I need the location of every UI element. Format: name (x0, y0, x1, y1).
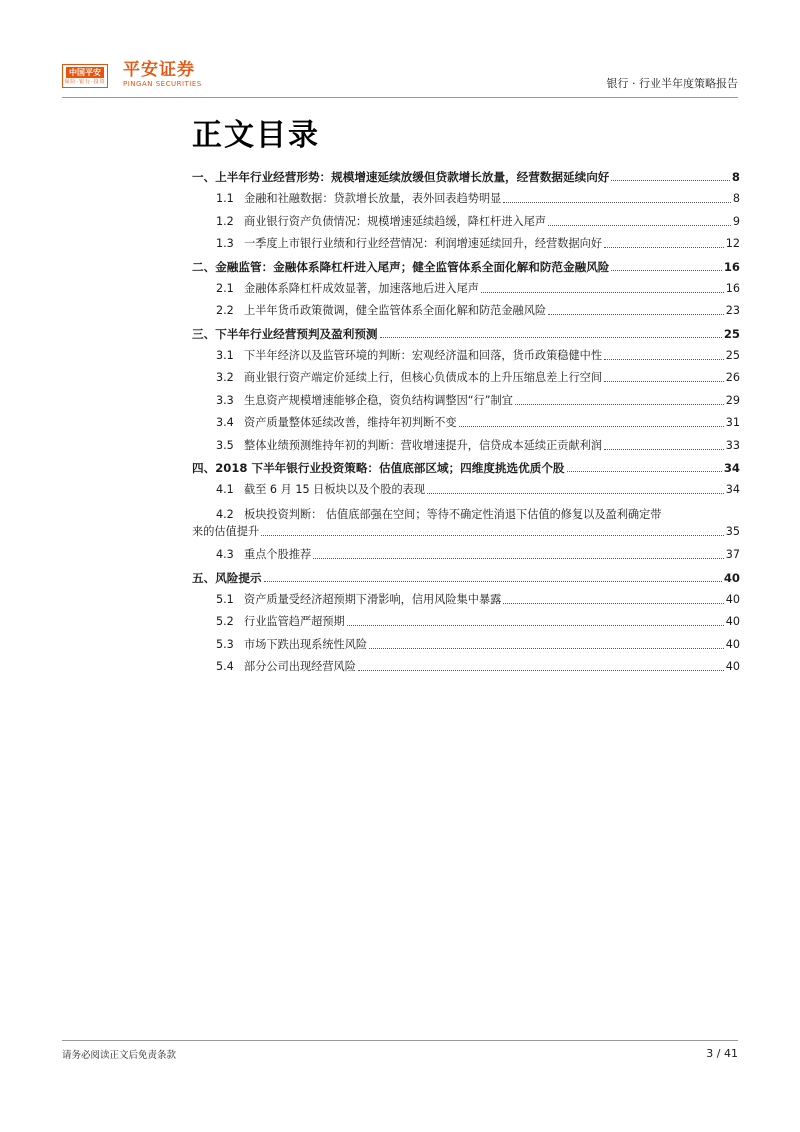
toc-section-3[interactable] (192, 327, 740, 341)
toc-leader (427, 493, 724, 494)
toc-subsection-1-2[interactable] (192, 215, 740, 229)
toc-entry-text: 部分公司出现经营风险 (244, 660, 356, 673)
toc-subsection-1-1[interactable] (192, 192, 740, 206)
toc-page: 16 (725, 281, 740, 295)
toc-leader (604, 247, 724, 248)
toc-number: 5.4 (216, 660, 234, 673)
toc-number: 5.2 (216, 615, 234, 628)
toc-subsection-3-3[interactable] (192, 394, 740, 408)
toc-page: 25 (723, 326, 740, 341)
toc-page: 16 (723, 259, 740, 274)
toc-entry-text: 市场下跌出现系统性风险 (244, 637, 368, 651)
toc-entry-text: 资产质量受经济超预期下滑影响，信用风险集中暴露 (244, 592, 502, 606)
toc-subsection-5-4[interactable] (192, 660, 740, 674)
brand-name (123, 60, 202, 89)
toc-section-1[interactable] (192, 170, 740, 184)
toc-page: 23 (725, 304, 740, 317)
toc-entry-text: 二、金融监管：金融体系降杠杆进入尾声；健全监管体系全面化解和防范金融风险 (192, 259, 610, 274)
toc-number: 5.1 (216, 592, 234, 606)
toc-leader (369, 648, 724, 649)
brand-name-en: PINGAN SECURITIES (123, 80, 202, 88)
toc-leader (261, 535, 724, 536)
brand-name-cn: 平安证券 (123, 60, 195, 80)
toc-number: 3.4 (216, 416, 234, 429)
toc-page: 25 (725, 348, 740, 362)
toc-page: 12 (725, 237, 740, 250)
toc-entry-text: 三、下半年行业经营预判及盈利预测 (192, 326, 378, 341)
toc-entry-text: 商业银行资产端定价延续上行，但核心负债成本的上升压缩息差上行空间 (244, 371, 603, 384)
toc-page: 40 (723, 570, 740, 585)
toc-subsection-5-2[interactable] (192, 615, 740, 629)
toc-page: 37 (725, 548, 740, 561)
toc-subsection-3-2[interactable] (192, 371, 740, 385)
toc-number: 3.2 (216, 371, 234, 384)
toc-number: 2.1 (216, 281, 234, 295)
toc-leader (358, 670, 724, 671)
toc-page: 26 (725, 371, 740, 384)
toc-number: 3.3 (216, 393, 234, 407)
toc-section-4[interactable] (192, 461, 740, 475)
toc-number: 1.1 (216, 192, 234, 205)
toc-number: 3.5 (216, 438, 234, 452)
toc-page: 35 (725, 524, 740, 538)
toc-number: 2.2 (216, 304, 234, 317)
header-divider (62, 97, 738, 98)
toc-subsection-4-3[interactable] (192, 548, 740, 562)
toc-page: 29 (725, 393, 740, 407)
page-number: 3 / 41 (706, 1047, 738, 1060)
toc-page: 9 (732, 214, 740, 228)
toc-leader (347, 625, 724, 626)
toc-section-5[interactable] (192, 571, 740, 585)
toc-leader (567, 471, 722, 472)
toc-entry-text: 五、风险提示 (192, 570, 262, 585)
toc-subsection-5-3[interactable] (192, 638, 740, 652)
toc-entry-text-continued: 来的估值提升 (192, 524, 260, 538)
toc-subsection-4-2[interactable] (192, 506, 740, 540)
toc-leader (604, 359, 724, 360)
toc-page: 40 (725, 615, 740, 628)
toc-leader (481, 292, 724, 293)
toc-entry-text: 四、2018 下半年银行业投资策略：估值底部区域；四维度挑选优质个股 (192, 461, 565, 475)
toc-page: 40 (725, 637, 740, 651)
toc-subsection-2-1[interactable] (192, 282, 740, 296)
toc-leader (459, 426, 724, 427)
toc-page: 34 (723, 461, 740, 475)
toc-subsection-2-2[interactable] (192, 304, 740, 318)
toc-leader (604, 449, 724, 450)
toc-leader (503, 603, 723, 604)
toc-leader (604, 381, 724, 382)
toc-entry-text: 金融和社融数据：贷款增长放量，表外回表趋势明显 (244, 192, 502, 205)
toc-leader (611, 180, 730, 181)
report-type: 银行 · 行业半年度策略报告 (606, 77, 738, 90)
toc-entry-text: 商业银行资产负债情况：规模增速延续趋缓，降杠杆进入尾声 (244, 214, 547, 228)
toc-leader (548, 225, 731, 226)
toc-number: 4.2 (216, 507, 234, 521)
logo-main-text: 中国平安 (66, 67, 104, 78)
footer-disclaimer: 请务必阅读正文后免责条款 (62, 1050, 177, 1061)
toc-subsection-3-4[interactable] (192, 416, 740, 430)
toc-number: 1.2 (216, 214, 234, 228)
toc-number: 4.3 (216, 548, 234, 561)
toc-page: 8 (731, 170, 740, 184)
toc-entry-text: 资产质量整体延续改善，维持年初判断不变 (244, 416, 457, 429)
toc-number: 5.3 (216, 637, 234, 651)
toc-entry-text: 生息资产规模增速能够企稳，资负结构调整因“行”制宜 (244, 393, 513, 407)
toc-entry-text: 整体业绩预测维持年初的判断：营收增速提升，信贷成本延续正贡献利润 (244, 438, 603, 452)
toc-entry-text: 金融体系降杠杆成效显著，加速落地后进入尾声 (244, 281, 479, 295)
toc-leader (380, 337, 722, 338)
toc-section-2[interactable] (192, 260, 740, 274)
page-title: 正文目录 (192, 118, 320, 153)
toc-leader (313, 558, 724, 559)
toc-number: 1.3 (216, 237, 234, 250)
toc-leader (611, 270, 721, 271)
toc-entry-text: 下半年经济以及监管环境的判断：宏观经济温和回落，货币政策稳健中性 (244, 348, 603, 362)
toc-number: 3.1 (216, 348, 234, 362)
toc-entry-text: 截至 6 月 15 日板块以及个股的表现 (244, 483, 426, 496)
toc-subsection-3-5[interactable] (192, 439, 740, 453)
toc-number: 4.1 (216, 483, 234, 496)
page-header (0, 0, 800, 100)
toc-entry-text: 板块投资判断： 估值底部强在空间；等待不确定性消退下估值的修复以及盈利确定带 (244, 507, 662, 521)
toc-page: 33 (725, 438, 740, 452)
toc-leader (503, 202, 731, 203)
toc-entry-text: 一、上半年行业经营形势：规模增速延续放缓但贷款增长放量，经营数据延续向好 (192, 170, 610, 184)
toc-entry-text: 行业监管趋严超预期 (244, 615, 345, 628)
toc-subsection-3-1[interactable] (192, 349, 740, 363)
toc-leader (515, 404, 724, 405)
toc-leader (548, 314, 724, 315)
toc-entry-text: 一季度上市银行业绩和行业经营情况：利润增速延续回升，经营数据向好 (244, 237, 603, 250)
toc-page: 34 (725, 483, 740, 496)
toc-leader (264, 581, 722, 582)
table-of-contents (192, 170, 740, 683)
toc-page: 40 (725, 592, 740, 606)
toc-page: 8 (732, 192, 740, 205)
logo-sub-text: 保险·银行·投资 (64, 78, 106, 85)
footer-divider (62, 1040, 738, 1041)
ping-an-logo-icon (62, 64, 108, 88)
toc-subsection-5-1[interactable] (192, 593, 740, 607)
toc-page: 40 (725, 660, 740, 673)
toc-entry-text: 上半年货币政策微调，健全监管体系全面化解和防范金融风险 (244, 304, 547, 317)
toc-subsection-1-3[interactable] (192, 237, 740, 251)
toc-subsection-4-1[interactable] (192, 483, 740, 497)
toc-entry-text: 重点个股推荐 (244, 548, 312, 561)
toc-page: 31 (725, 416, 740, 429)
